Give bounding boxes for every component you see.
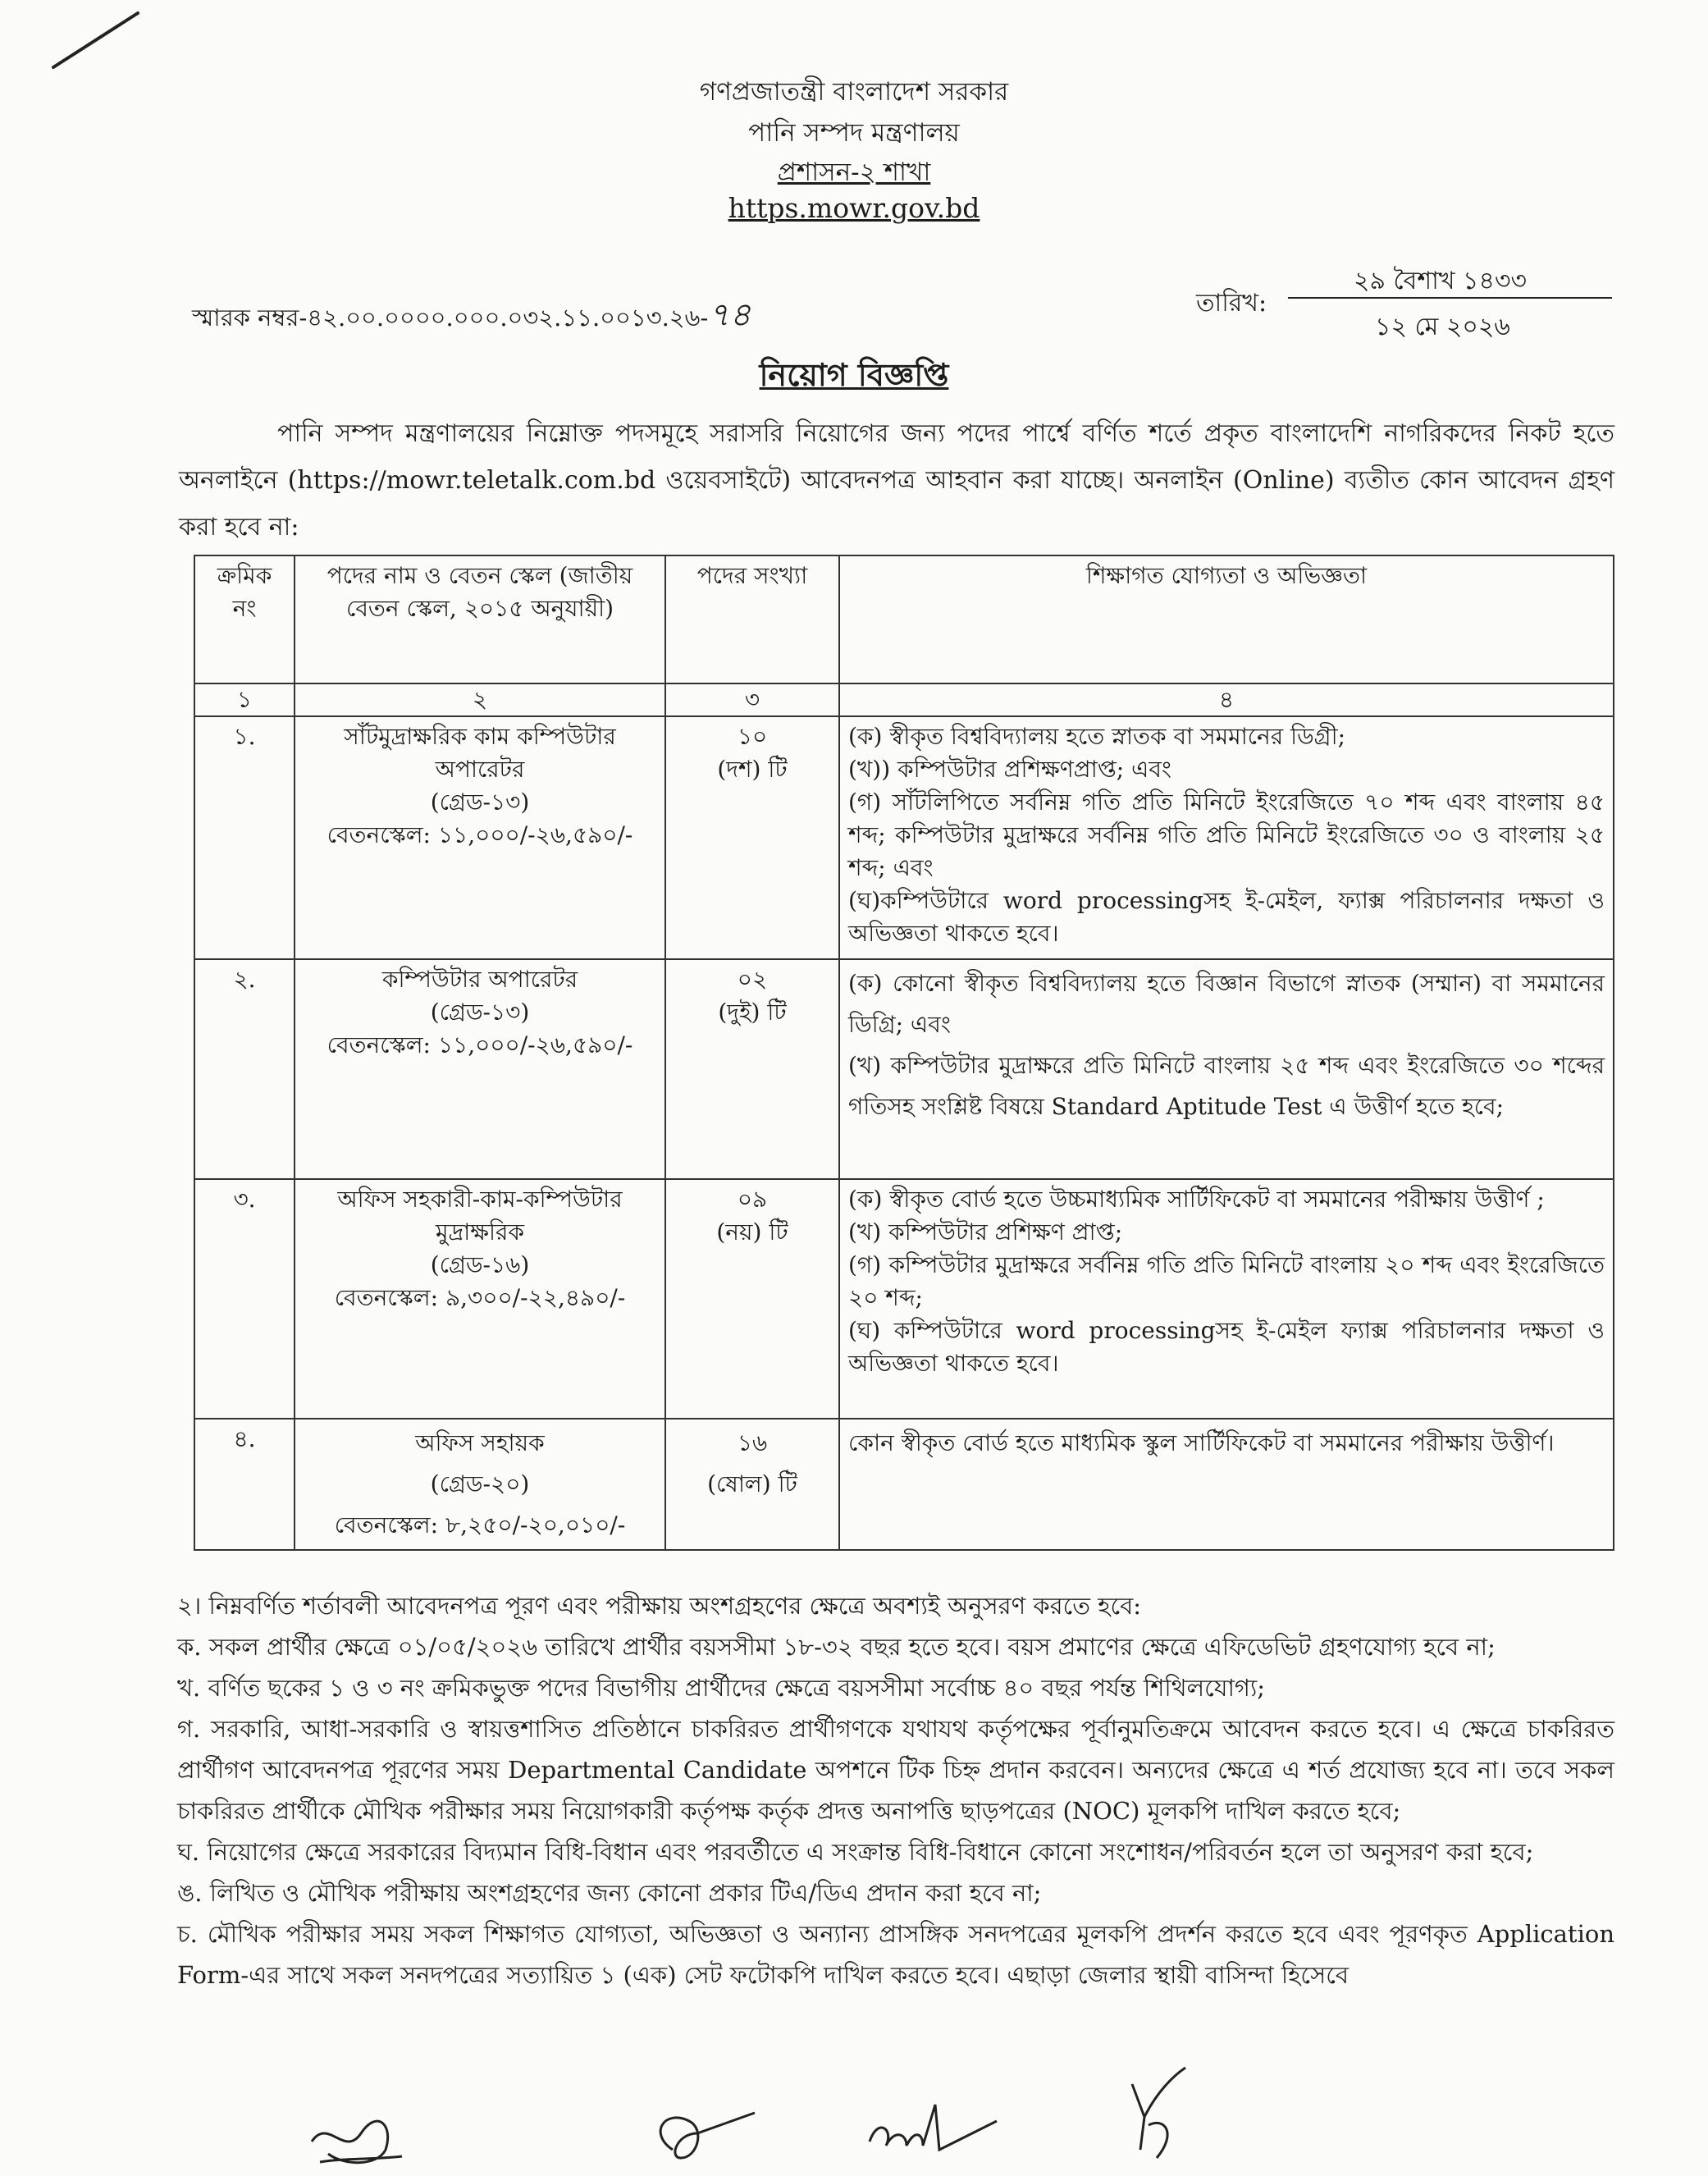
post-grade: (গ্রেড-২০) <box>430 1470 530 1497</box>
post-grade: (গ্রেড-১৩) <box>430 999 530 1026</box>
requirement-item: (ক) স্বীকৃত বোর্ড হতে উচ্চমাধ্যমিক সার্টিফিকেট বা সমমানের পরীক্ষায় উত্তীর্ণ ; <box>848 1186 1545 1213</box>
row-serial: ৩. <box>194 1179 295 1419</box>
header-branch: প্রশাসন-২ শাখা <box>777 158 931 187</box>
row-post <box>295 959 665 1179</box>
table-row <box>194 1419 1614 1550</box>
row-requirements <box>839 959 1614 1179</box>
row-post <box>295 1179 665 1419</box>
post-name: সাঁটমুদ্রাক্ষরিক কাম কম্পিউটার অপারেটর <box>344 723 616 783</box>
header-count: পদের সংখ্যা <box>665 555 839 683</box>
row-serial: ২. <box>194 959 295 1179</box>
row-count <box>665 959 839 1179</box>
condition-item: ক. সকল প্রার্থীর ক্ষেত্রে ০১/০৫/২০২৬ তারিখে প্রার্থীর বয়সসীমা ১৮-৩২ বছর হতে হবে। বয়স প্রমাণের ক্ষেত্রে এফিডেভিট গ্রহণযোগ্য হবে না; <box>177 1633 1496 1661</box>
row-serial: ৪. <box>194 1419 295 1550</box>
table-row <box>194 716 1614 959</box>
signature-initial-2 <box>640 2101 763 2174</box>
condition-item: ঘ. নিয়োগের ক্ষেত্রে সরকারের বিদ্যমান বিধি-বিধান এবং পরবর্তীতে এ সংক্রান্ত বিধি-বিধানে কোনো সংশোধন/পরিবর্তন হলে তা অনুসরণ করা হবে; <box>177 1838 1534 1866</box>
requirement-item: (খ) কম্পিউটার প্রশিক্ষণ প্রাপ্ত; <box>848 1218 1123 1246</box>
table-row <box>194 959 1614 1179</box>
requirement-item: (খ) কম্পিউটার মুদ্রাক্ষরে প্রতি মিনিটে বাংলায় ২৫ শব্দ এবং ইংরেজিতে ৩০ শব্দের গতিসহ সংশ্লিষ্ট বিষয়ে Standard Aptitude Test এ উত্তীর্ণ হতে হবে; <box>848 1052 1605 1120</box>
memo-handwritten-suffix: ৭৪ <box>708 296 751 334</box>
pen-stroke-mark <box>49 8 148 74</box>
conditions-intro: ২। নিম্নবর্ণিত শর্তাবলী আবেদনপত্র পূরণ এবং পরীক্ষায় অংশগ্রহণের ক্ষেত্রে অবশ্যই অনুসরণ করতে হবে: <box>177 1592 1142 1620</box>
date-label: তারিখ: <box>1196 289 1267 318</box>
requirement-item: কোন স্বীকৃত বোর্ড হতে মাধ্যমিক স্কুল সার্টিফিকেট বা সমমানের পরীক্ষায় উত্তীর্ণ। <box>848 1429 1555 1456</box>
count-words: (দশ) টি <box>717 756 788 783</box>
row-count <box>665 716 839 959</box>
conditions-section <box>177 1585 1614 1995</box>
post-grade: (গ্রেড-১৬) <box>430 1251 530 1278</box>
header-government: গণপ্রজাতন্ত্রী বাংলাদেশ সরকার <box>699 77 1009 107</box>
column-number: ১ <box>194 683 295 716</box>
row-requirements <box>839 1179 1614 1419</box>
row-requirements <box>839 716 1614 959</box>
table-row <box>194 1179 1614 1419</box>
condition-item: খ. বর্ণিত ছকের ১ ও ৩ নং ক্রমিকভুক্ত পদের বিভাগীয় প্রার্থীদের ক্ষেত্রে বয়সসীমা সর্বোচ্চ ৪০ বছর পর্যন্ত শিথিলযোগ্য; <box>177 1674 1266 1702</box>
column-number: ৩ <box>665 683 839 716</box>
notice-title: নিয়োগ বিজ্ঞপ্তি <box>759 356 949 393</box>
header-post: পদের নাম ও বেতন স্কেল (জাতীয় বেতন স্কেল, ২০১৫ অনুযায়ী) <box>295 555 665 683</box>
post-scale: বেতনস্কেল: ৯,৩০০/-২২,৪৯০/- <box>334 1284 626 1311</box>
post-name: অফিস সহায়ক <box>415 1429 545 1456</box>
date-english: ১২ মে ২০২৬ <box>1375 313 1510 341</box>
count-words: (দুই) টি <box>718 999 787 1026</box>
count-number: ১৬ <box>737 1429 768 1456</box>
requirement-item: (গ) সাঁটলিপিতে সর্বনিম্ন গতি প্রতি মিনিটে ইংরেজিতে ৭০ শব্দ এবং বাংলায় ৪৫ শব্দ; কম্পিউটার মুদ্রাক্ষরে সর্বনিম্ন গতি প্রতি মিনিটে ইংরেজিতে ৩০ ও বাংলায় ২৫ শব্দ; এবং <box>848 789 1605 881</box>
requirement-item: (ঘ)কম্পিউটারে word processingসহ ই-মেইল, ফ্যাক্স পরিচালনার দক্ষতা ও অভিজ্ঞতা থাকতে হবে। <box>848 887 1605 947</box>
requirement-item: (গ) কম্পিউটার মুদ্রাক্ষরে সর্বনিম্ন গতি প্রতি মিনিটে বাংলায় ২০ শব্দ এবং ইংরেজিতে ২০ শব্দ; <box>848 1251 1605 1311</box>
condition-item: ঙ. লিখিত ও মৌখিক পরীক্ষায় অংশগ্রহণের জন্য কোনো প্রকার টিএ/ডিএ প্রদান করা হবে না; <box>177 1879 1042 1907</box>
table-header-row <box>194 555 1614 683</box>
header-ministry: পানি সম্পদ মন্ত্রণালয় <box>748 118 960 148</box>
post-scale: বেতনস্কেল: ১১,০০০/-২৬,৫৯০/- <box>327 1031 633 1058</box>
requirement-item: (ক) স্বীকৃত বিশ্ববিদ্যালয় হতে স্নাতক বা সমমানের ডিগ্রী; <box>848 723 1346 750</box>
count-number: ০২ <box>737 966 768 993</box>
count-words: (ষোল) টি <box>707 1470 797 1497</box>
memo-number-text: স্মারক নম্বর-৪২.০০.০০০০.০০০.০৩২.১১.০০১৩.২৬- <box>192 304 709 331</box>
post-name: অফিস সহকারী-কাম-কম্পিউটার মুদ্রাক্ষরিক <box>337 1186 623 1246</box>
header-serial: ক্রমিক নং <box>194 555 295 683</box>
row-post <box>295 716 665 959</box>
header-qualification: শিক্ষাগত যোগ্যতা ও অভিজ্ঞতা <box>839 555 1614 683</box>
post-scale: বেতনস্কেল: ১১,০০০/-২৬,৫৯০/- <box>327 821 633 848</box>
requirement-item: (ঘ) কম্পিউটারে word processingসহ ই-মেইল ফ্যাক্স পরিচালনার দক্ষতা ও অভিজ্ঞতা থাকতে হবে। <box>848 1317 1605 1377</box>
count-number: ১০ <box>737 723 768 750</box>
row-count <box>665 1419 839 1550</box>
date-bangla: ২৯ বৈশাখ ১৪৩৩ <box>1354 267 1527 295</box>
count-words: (নয়) টি <box>716 1218 788 1246</box>
signature-initial-1 <box>304 2109 410 2174</box>
header-website[interactable]: https.mowr.gov.bd <box>728 192 980 224</box>
post-name: কম্পিউটার অপারেটর <box>381 966 578 993</box>
requirement-item: (ক) কোনো স্বীকৃত বিশ্ববিদ্যালয় হতে বিজ্ঞান বিভাগে স্নাতক (সম্মান) বা সমমানের ডিগ্রি; এবং <box>848 970 1605 1038</box>
row-requirements <box>839 1419 1614 1550</box>
memo-number <box>192 289 751 344</box>
row-count <box>665 1179 839 1419</box>
signature-initial-3 <box>861 2096 1001 2170</box>
column-number-row <box>194 683 1614 716</box>
signature-initial-4 <box>1107 2059 1214 2174</box>
column-number: ৪ <box>839 683 1614 716</box>
posts-table <box>194 555 1614 1551</box>
intro-paragraph: পানি সম্পদ মন্ত্রণালয়ের নিম্নোক্ত পদসমূহে সরাসরি নিয়োগের জন্য পদের পার্শ্বে বর্ণিত শর্তে প্রকৃত বাংলাদেশি নাগরিকদের নিকট হতে অনলাইনে (https://mowr.teletalk.com.bd ওয়েবসাইটে) আবেদনপত্র আহবান করা যাচ্ছে। অনলাইন (Online) ব্যতীত কোন আবেদন গ্রহণ করা হবে না: <box>179 419 1614 542</box>
post-grade: (গ্রেড-১৩) <box>430 789 530 816</box>
column-number: ২ <box>295 683 665 716</box>
row-serial: ১. <box>194 716 295 959</box>
condition-item: চ. মৌখিক পরীক্ষার সময় সকল শিক্ষাগত যোগ্যতা, অভিজ্ঞতা ও অন্যান্য প্রাসঙ্গিক সনদপত্রের মূলকপি প্রদর্শন করতে হবে এবং পূরণকৃত Application Form-এর সাথে সকল সনদপত্রের সত্যায়িত ১ (এক) সেট ফটোকপি দাখিল করতে হবে। এছাড়া জেলার স্থায়ী বাসিন্দা হিসেবে <box>177 1920 1614 1989</box>
row-post <box>295 1419 665 1550</box>
post-scale: বেতনস্কেল: ৮,২৫০/-২০,০১০/- <box>334 1511 626 1538</box>
requirement-item: (খ)) কম্পিউটার প্রশিক্ষণপ্রাপ্ত; এবং <box>848 756 1171 783</box>
count-number: ০৯ <box>737 1186 768 1213</box>
condition-item: গ. সরকারি, আধা-সরকারি ও স্বায়ত্তশাসিত প্রতিষ্ঠানে চাকরিরত প্রার্থীগণকে যথাযথ কর্তৃপক্ষের পূর্বানুমতিক্রমে আবেদন করতে হবে। এ ক্ষেত্রে চাকরিরত প্রার্থীগণ আবেদনপত্র পূরণের সময় Departmental Candidate অপশনে টিক চিহ্ন প্রদান করবেন। অন্যদের ক্ষেত্রে এ শর্ত প্রযোজ্য হবে না। তবে সকল চাকরিরত প্রার্থীকে মৌখিক পরীক্ষার সময় নিয়োগকারী কর্তৃপক্ষ কর্তৃক প্রদত্ত অনাপত্তি ছাড়পত্রের (NOC) মূলকপি দাখিল করতে হবে; <box>177 1715 1614 1825</box>
date-divider <box>1288 297 1612 299</box>
